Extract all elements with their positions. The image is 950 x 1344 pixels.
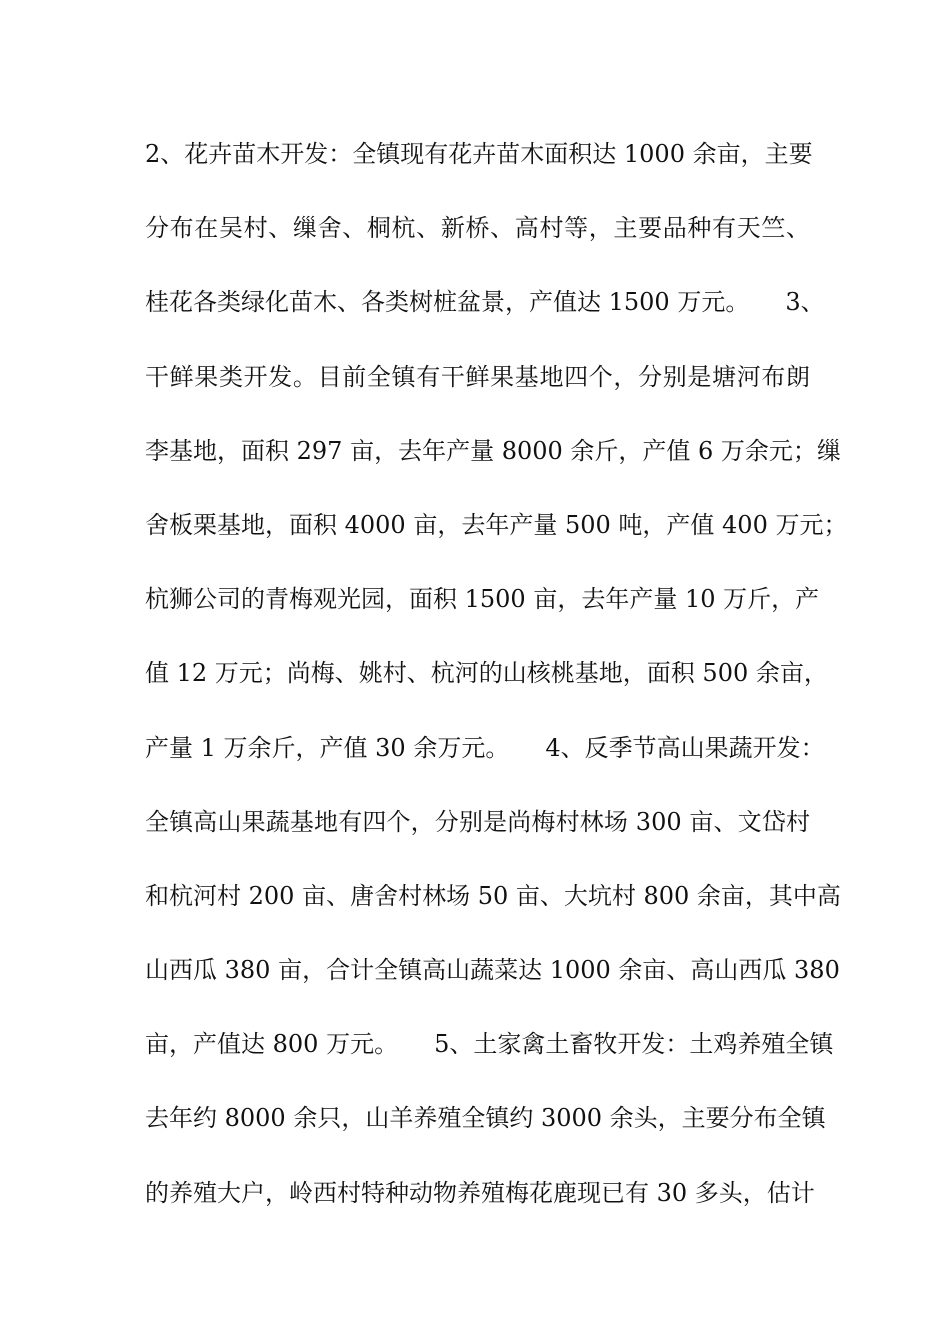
text-line-13: 亩，产值达 800 万元。 5、土家禽土畜牧开发：土鸡养殖全镇	[145, 1030, 834, 1059]
text-line-8: 值 12 万元；尚梅、姚村、杭河的山核桃基地，面积 500 余亩，	[145, 659, 828, 688]
text-line-5: 李基地，面积 297 亩，去年产量 8000 余斤，产值 6 万余元；缫	[145, 436, 841, 465]
text-line-1: 2、花卉苗木开发：全镇现有花卉苗木面积达 1000 余亩，主要	[145, 140, 813, 168]
text-line-7: 杭狮公司的青梅观光园，面积 1500 亩，去年产量 10 万斤，产	[145, 585, 820, 614]
text-line-6: 舍板栗基地，面积 4000 亩，去年产量 500 吨，产值 400 万元；	[145, 510, 848, 539]
text-line-14: 去年约 8000 余只，山羊养殖全镇约 3000 余头，主要分布全镇	[145, 1104, 826, 1133]
text-line-11: 和杭河村 200 亩、唐舍村林场 50 亩、大坑村 800 余亩，其中高	[145, 881, 841, 910]
text-line-4: 干鲜果类开发。目前全镇有干鲜果基地四个，分别是塘河布朗	[145, 362, 810, 391]
text-line-2: 分布在吴村、缫舍、桐杭、新桥、高村等，主要品种有天竺、	[145, 214, 810, 243]
text-line-10: 全镇高山果蔬基地有四个，分别是尚梅村林场 300 亩、文岱村	[145, 807, 810, 836]
text-line-9: 产量 1 万余斤，产值 30 余万元。 4、反季节高山果蔬开发：	[145, 733, 825, 762]
text-line-12: 山西瓜 380 亩，合计全镇高山蔬菜达 1000 余亩、高山西瓜 380	[145, 956, 840, 985]
body-text	[145, 131, 848, 1244]
text-line-15: 的养殖大户，岭西村特种动物养殖梅花鹿现已有 30 多头，估计	[145, 1178, 815, 1207]
text-line-3: 桂花各类绿化苗木、各类树桩盆景，产值达 1500 万元。 3、	[145, 288, 825, 317]
